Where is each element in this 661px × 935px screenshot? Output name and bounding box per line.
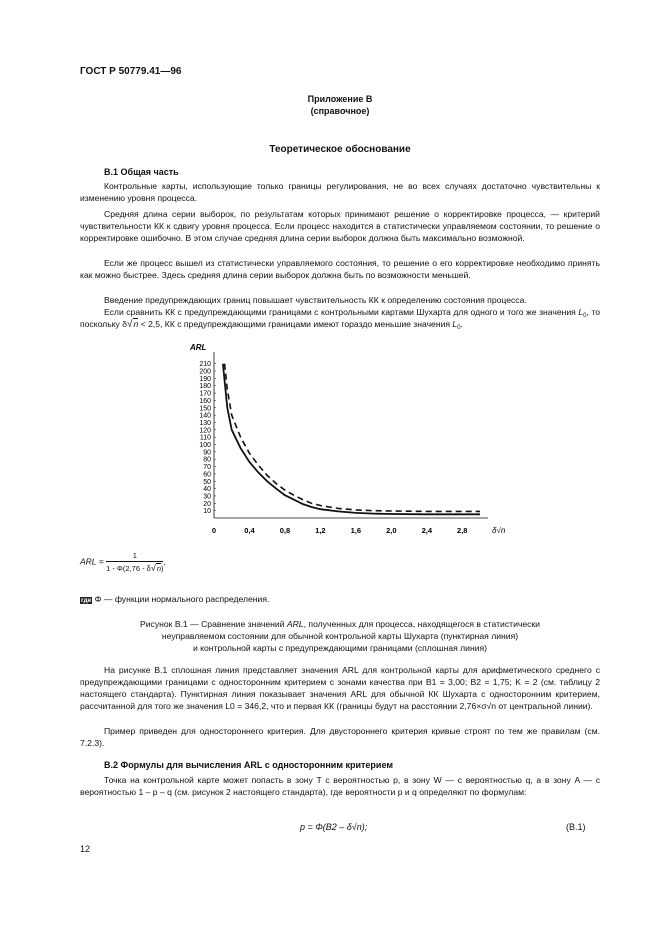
arl-den-n: n (156, 564, 161, 573)
caption-line-3: и контрольной карты с предупреждающими границами (сплошная линия) (192, 643, 488, 653)
x-axis-label: δ√n (492, 526, 506, 535)
x-tick-label: 2,0 (386, 526, 397, 535)
where-note (80, 594, 269, 604)
arl-formula-lhs: ARL = (80, 556, 104, 567)
b1-paragraph-3: Если же процесс вышел из статистически управляемого состояния, то решение о его корректировке необходимо принять как можно быстрее. Здесь средняя длина серии выборок должна быть по возможности меньшей. (80, 258, 600, 280)
b1-paragraph-2: Средняя длина серии выборок, по результатам которых принимают решение о корректировке процесса, — критерий чувствительности КК к сдвигу уровня процесса. Если процесс находится в статистически управляемом состоянии, то решение о корректировке ошибочно. В этом случае средняя длина серии выборок должна быть максимально возможной. (80, 209, 600, 243)
figure-caption (80, 618, 600, 654)
arl-formula-numerator: 1 (106, 551, 163, 562)
arl-formula-tail: , (163, 556, 166, 567)
y-tick-label: 100 (199, 442, 211, 450)
arl-formula (80, 551, 166, 573)
appendix-title: Приложение В (307, 94, 373, 104)
y-tick-label: 70 (203, 464, 211, 472)
x-tick-label: 0,4 (244, 526, 255, 535)
y-tick-label: 90 (203, 449, 211, 457)
formula-b1-number: (В.1) (566, 822, 586, 832)
y-axis-label: ARL (190, 343, 207, 352)
arl-chart (180, 340, 520, 545)
formula-b1: p = Φ(B2 – δ√n); (300, 822, 368, 832)
p5-text-c: < 2,5, КК с предупреждающими границами имеют гораздо меньшие значения (138, 319, 453, 329)
y-tick-label: 180 (199, 383, 211, 391)
y-tick-label: 50 (203, 478, 211, 486)
arl-den-a: 1 - Φ(2,76 - δ (106, 564, 151, 573)
y-tick-label: 150 (199, 405, 211, 413)
arl-den-b: ) (160, 564, 164, 573)
p5-sqrt-n: n (133, 319, 139, 329)
y-tick-label: 80 (203, 456, 211, 464)
x-tick-label: 2,4 (421, 526, 433, 535)
caption-line-1 (80, 618, 600, 630)
caption-line-2: неуправляемом состоянии для обычной контрольной карты Шухарта (пунктирная линия) (161, 631, 519, 641)
page-number: 12 (80, 844, 91, 854)
y-tick-label: 170 (199, 390, 211, 398)
p5-L0b: L (452, 319, 458, 329)
y-tick-label: 130 (199, 419, 211, 427)
b1-paragraph-7: Пример приведен для одностороннего критерия. Для двустороннего критерия кривые строят по тем же правилам (см. 7.2.3). (80, 726, 600, 748)
section-title: Теоретическое обоснование (269, 144, 411, 155)
y-tick-label: 160 (199, 397, 211, 405)
where-text: Φ — функции нормального распределения. (92, 594, 270, 604)
caption-line-1b: , полученных для процесса, находящегося в статистически (303, 619, 540, 629)
y-tick-label: 190 (199, 375, 211, 383)
y-tick-label: 30 (203, 493, 211, 501)
b1-heading: В.1 Общая часть (104, 167, 179, 177)
y-tick-label: 40 (203, 486, 211, 494)
p5-text-b: , то поскольку (80, 307, 600, 329)
x-tick-label: 1,6 (350, 526, 362, 535)
y-tick-label: 110 (199, 434, 211, 442)
p5-L0b-sub: 0 (457, 325, 461, 331)
x-tick-label: 2,8 (457, 526, 468, 535)
series-line-solid (223, 364, 480, 515)
p5-L0-sub: 0 (583, 313, 587, 319)
p5-text-d: . (460, 319, 463, 329)
arl-formula-fraction (106, 551, 166, 573)
series-line-dashed (225, 364, 480, 512)
y-tick-label: 120 (199, 427, 211, 435)
caption-line-1a: Рисунок В.1 — Сравнение значений (140, 619, 287, 629)
y-tick-label: 60 (203, 471, 211, 479)
x-tick-label: 0,8 (279, 526, 291, 535)
where-marker: где (81, 597, 92, 604)
appendix-subtitle: (справочное) (310, 106, 370, 116)
b2-heading: В.2 Формулы для вычисления ARL с односторонним критерием (104, 760, 394, 770)
p5-delta: δ (122, 319, 128, 329)
b1-paragraph-1: Контрольные карты, использующие только границы регулирования, не во всех случаях достаточно чувствительны к изменению уровня процесса. (80, 181, 600, 203)
y-tick-label: 10 (203, 508, 211, 516)
b1-paragraph-6: На рисунке В.1 сплошная линия представляет значения ARL для контрольной карты для арифметического среднего с предупреждающими границами с односторонним критерием с зонами качества при B1 = 3,00; B2 = 1,75; K = 2 (см. таблицу 2 настоящего стандарта). Пунктирная линия показывает значения ARL для обычной КК Шухарта с односторонним критерием, рассчитанной для того же значения L0 = 346,2, что и первая КК (границы будут на расстоянии 2,76×σ√n от центральной линии). (80, 665, 600, 711)
x-tick-label: 1,2 (315, 526, 326, 535)
arl-formula-denominator: 1 - Φ(2,76 - δ√n) (106, 563, 164, 573)
y-tick-label: 140 (199, 412, 211, 420)
x-tick-label: 0 (211, 526, 217, 535)
y-tick-label: 20 (203, 500, 211, 508)
p5-L0: L (578, 307, 584, 317)
page-header: ГОСТ Р 50779.41—96 (80, 66, 182, 77)
caption-arl: ARL (286, 619, 304, 629)
b2-paragraph-1: Точка на контрольной карте может попасть в зону T с вероятностью p, в зону W — с вероятностью q, а в зону A — с вероятностью 1 – p – q (см. рисунок 2 настоящего стандарта), где вероятности p и q определяют по формулам: (80, 775, 600, 797)
y-tick-label: 210 (199, 361, 211, 369)
b1-paragraph-4: Введение предупреждающих границ повышает чувствительность КК к определению состояния процесса. (104, 295, 527, 305)
y-tick-label: 200 (199, 368, 211, 376)
p5-text-a: Если сравнить КК с предупреждающими границами с контрольными картами Шухарта для одного и того же значения (104, 307, 579, 317)
b1-paragraph-5: Если сравнить КК с предупреждающими границами с контрольными картами Шухарта для одного и того же значения $L_0$, то поскольку δ√n < 2,5, КК с предупреждающими границами имеют гораздо меньшие значения $L_0$. (80, 307, 600, 331)
